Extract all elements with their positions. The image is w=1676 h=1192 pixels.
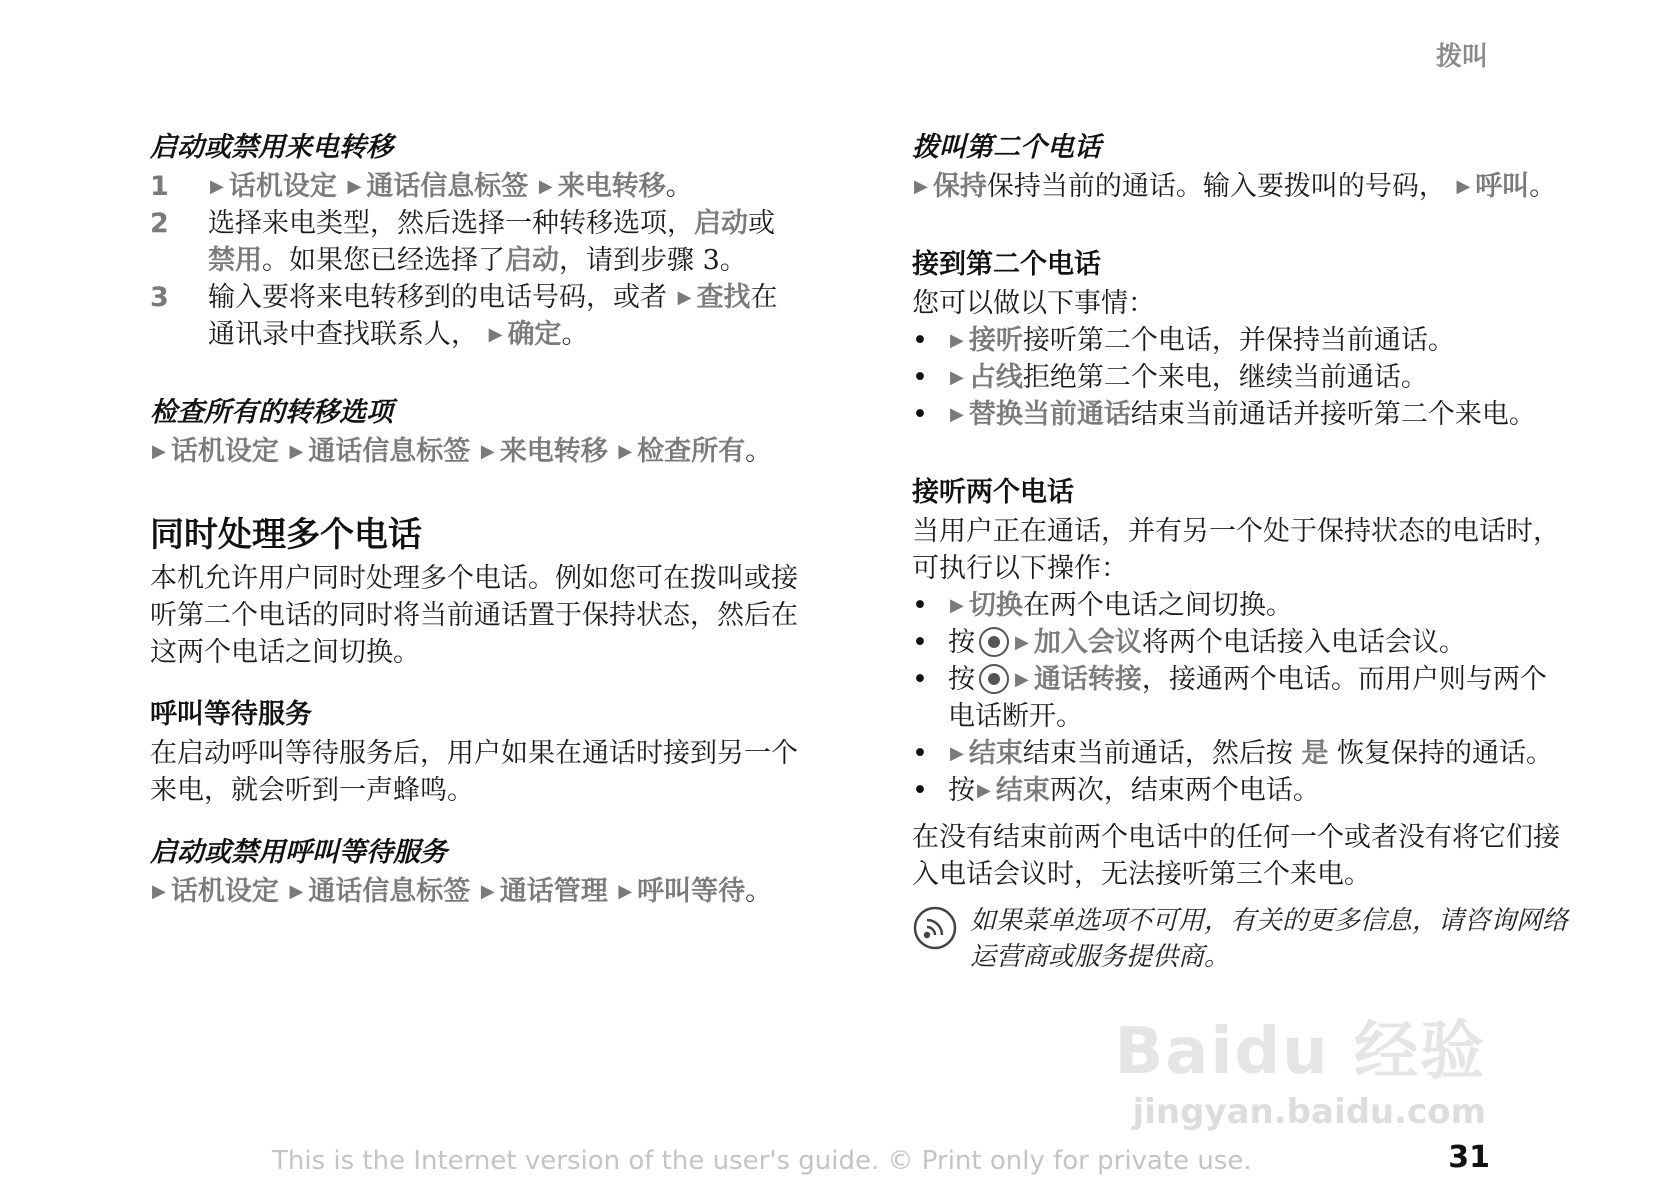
body-text: 两次，结束两个电话。 — [1049, 775, 1320, 806]
step-2 — [150, 205, 800, 279]
body-text: ，接通两个电话。而用户则与两个电话断开。 — [948, 664, 1547, 732]
menu-arrow-icon: ▶ — [152, 881, 166, 902]
step-text: 在通讯录中查找联系人， — [208, 282, 778, 350]
menu-option: 加入会议 — [1033, 627, 1142, 658]
menu-option: 启动 — [505, 245, 559, 276]
menu-path-item: 来电转移 — [499, 436, 608, 467]
running-head: 拨叫 — [1435, 42, 1488, 72]
menu-arrow-icon: ▶ — [618, 881, 633, 902]
menu-path-item: 话机设定 — [170, 876, 279, 907]
heading-multiple-calls: 同时处理多个电话 — [150, 515, 422, 555]
menu-option: 结束 — [968, 738, 1023, 769]
menu-arrow-icon: ▶ — [914, 176, 928, 197]
footer-disclaimer: This is the Internet version of the user's guide. © Print only for private use. — [272, 1146, 1252, 1176]
menu-arrow-icon: ▶ — [152, 441, 166, 462]
paragraph-second-call — [912, 168, 1572, 205]
watermark — [1114, 1000, 1486, 1132]
menu-path-item: 呼叫等待 — [637, 876, 746, 907]
body-text: 接听第二个电话，并保持当前通话。 — [1022, 325, 1455, 356]
list-item — [912, 587, 1572, 624]
paragraph-multiple-calls: 本机允许用户同时处理多个电话。例如您可在拨叫或接听第二个电话的同时将当前通话置于保持状态，然后在这两个电话之间切换。 — [150, 563, 798, 668]
menu-path-item: 话机设定 — [228, 171, 337, 202]
menu-arrow-icon: ▶ — [347, 176, 362, 197]
body-text: 恢复保持的通话。 — [1337, 738, 1554, 769]
menu-arrow-icon: ▶ — [1015, 632, 1029, 653]
body-text: 在两个电话之间切换。 — [1022, 590, 1293, 621]
watermark-logo: Baidu 经验 — [1114, 1015, 1486, 1089]
menu-path-item: 通话信息标签 — [308, 876, 471, 907]
punctuation: 。 — [745, 436, 773, 467]
menu-arrow-icon: ▶ — [950, 595, 964, 616]
menu-arrow-icon: ▶ — [210, 176, 224, 197]
step-text: 或 — [748, 208, 775, 239]
watermark-url: jingyan.baidu.com — [1132, 1092, 1486, 1132]
heading-toggle-call-waiting: 启动或禁用呼叫等待服务 — [150, 837, 447, 868]
body-text: 结束当前通话，然后按 — [1022, 738, 1293, 769]
menu-arrow-icon: ▶ — [289, 881, 304, 902]
heading-call-waiting: 呼叫等待服务 — [150, 699, 312, 730]
step-1 — [150, 168, 800, 205]
closing-paragraph: 在没有结束前两个电话中的任何一个或者没有将它们接入电话会议时，无法接听第三个来电。 — [912, 822, 1560, 890]
menu-path-item: 检查所有 — [637, 436, 746, 467]
menu-arrow-icon: ▶ — [480, 881, 495, 902]
bullet: • — [912, 362, 928, 393]
menu-option: 结束 — [995, 775, 1050, 806]
menu-option: 查找 — [696, 282, 751, 313]
list-item — [912, 359, 1572, 396]
bullet: • — [912, 738, 928, 769]
menu-arrow-icon: ▶ — [950, 743, 964, 764]
list-item — [912, 772, 1572, 809]
menu-option: 占线 — [968, 362, 1023, 393]
navigation-key-icon — [979, 627, 1009, 657]
step-text: ，请到步骤 3。 — [559, 245, 747, 276]
intro-text: 当用户正在通话，并有另一个处于保持状态的电话时，可执行以下操作： — [912, 516, 1560, 584]
menu-path-item: 通话信息标签 — [366, 171, 529, 202]
heading-receive-second-call: 接到第二个电话 — [912, 249, 1101, 280]
right-column — [912, 128, 1572, 975]
menu-path-item: 话机设定 — [170, 436, 279, 467]
menu-option: 保持 — [932, 171, 987, 202]
body-text: 结束当前通话并接听第二个来电。 — [1130, 399, 1536, 430]
heading-two-calls: 接听两个电话 — [912, 477, 1074, 508]
menu-option: 呼叫 — [1475, 171, 1530, 202]
body-text: 拒绝第二个来电，继续当前通话。 — [1022, 362, 1428, 393]
menu-option: 通话转接 — [1033, 664, 1142, 695]
bullet: • — [912, 399, 928, 430]
step-number: 3 — [150, 282, 169, 313]
menu-path-item: 通话管理 — [499, 876, 608, 907]
note-info-icon — [912, 905, 958, 951]
punctuation: 。 — [745, 876, 773, 907]
menu-arrow-icon: ▶ — [950, 404, 964, 425]
step-3 — [150, 279, 800, 353]
note-text: 如果菜单选项不可用，有关的更多信息，请咨询网络运营商或服务提供商。 — [970, 906, 1569, 972]
menu-path — [150, 433, 800, 470]
menu-arrow-icon: ▶ — [289, 441, 304, 462]
punctuation: 。 — [665, 171, 693, 202]
navigation-key-icon — [979, 664, 1009, 694]
list-item — [912, 661, 1572, 735]
bullet: • — [912, 627, 928, 658]
menu-arrow-icon: ▶ — [977, 780, 991, 801]
list-item — [912, 322, 1572, 359]
heading-second-call: 拨叫第二个电话 — [912, 132, 1101, 163]
menu-arrow-icon: ▶ — [1456, 176, 1471, 197]
menu-option: 接听 — [968, 325, 1023, 356]
page-number: 31 — [1448, 1140, 1490, 1175]
menu-path — [150, 873, 800, 910]
menu-arrow-icon: ▶ — [618, 441, 633, 462]
menu-arrow-icon: ▶ — [488, 324, 503, 345]
menu-arrow-icon: ▶ — [480, 441, 495, 462]
step-number: 2 — [150, 208, 169, 239]
menu-arrow-icon: ▶ — [950, 367, 964, 388]
menu-option: 替换当前通话 — [968, 399, 1131, 430]
step-number: 1 — [150, 171, 169, 202]
step-text: 选择来电类型，然后选择一种转移选项， — [208, 208, 694, 239]
menu-arrow-icon: ▶ — [1015, 669, 1029, 690]
punctuation: 。 — [561, 319, 589, 350]
heading-call-divert: 启动或禁用来电转移 — [150, 132, 393, 163]
menu-option: 是 — [1301, 738, 1329, 769]
menu-option: 确定 — [507, 319, 562, 350]
bullet: • — [912, 590, 928, 621]
body-text: 按 — [948, 775, 975, 806]
step-text: 输入要将来电转移到的电话号码，或者 — [208, 282, 667, 313]
bullet: • — [912, 664, 928, 695]
body-text: 保持当前的通话。输入要拨叫的号码， — [986, 171, 1446, 202]
heading-check-divert: 检查所有的转移选项 — [150, 397, 393, 428]
bullet: • — [912, 325, 928, 356]
list-item — [912, 735, 1572, 772]
menu-arrow-icon: ▶ — [538, 176, 553, 197]
paragraph-call-waiting: 在启动呼叫等待服务后，用户如果在通话时接到另一个来电，就会听到一声蜂鸣。 — [150, 738, 798, 806]
body-text: 按 — [948, 664, 975, 695]
body-text: 按 — [948, 627, 975, 658]
menu-option: 切换 — [968, 590, 1023, 621]
body-text: 将两个电话接入电话会议。 — [1141, 627, 1466, 658]
bullet: • — [912, 775, 928, 806]
menu-path-item: 来电转移 — [557, 171, 666, 202]
menu-path-item: 通话信息标签 — [308, 436, 471, 467]
step-text: 。如果您已经选择了 — [262, 245, 505, 276]
list-item — [912, 624, 1572, 661]
menu-option: 禁用 — [208, 245, 262, 276]
punctuation: 。 — [1529, 171, 1557, 202]
menu-arrow-icon: ▶ — [677, 287, 692, 308]
menu-option: 启动 — [694, 208, 748, 239]
menu-arrow-icon: ▶ — [950, 330, 964, 351]
note-box — [912, 903, 1572, 975]
left-column — [150, 128, 800, 910]
list-item — [912, 396, 1572, 433]
intro-text: 您可以做以下事情： — [912, 288, 1155, 319]
